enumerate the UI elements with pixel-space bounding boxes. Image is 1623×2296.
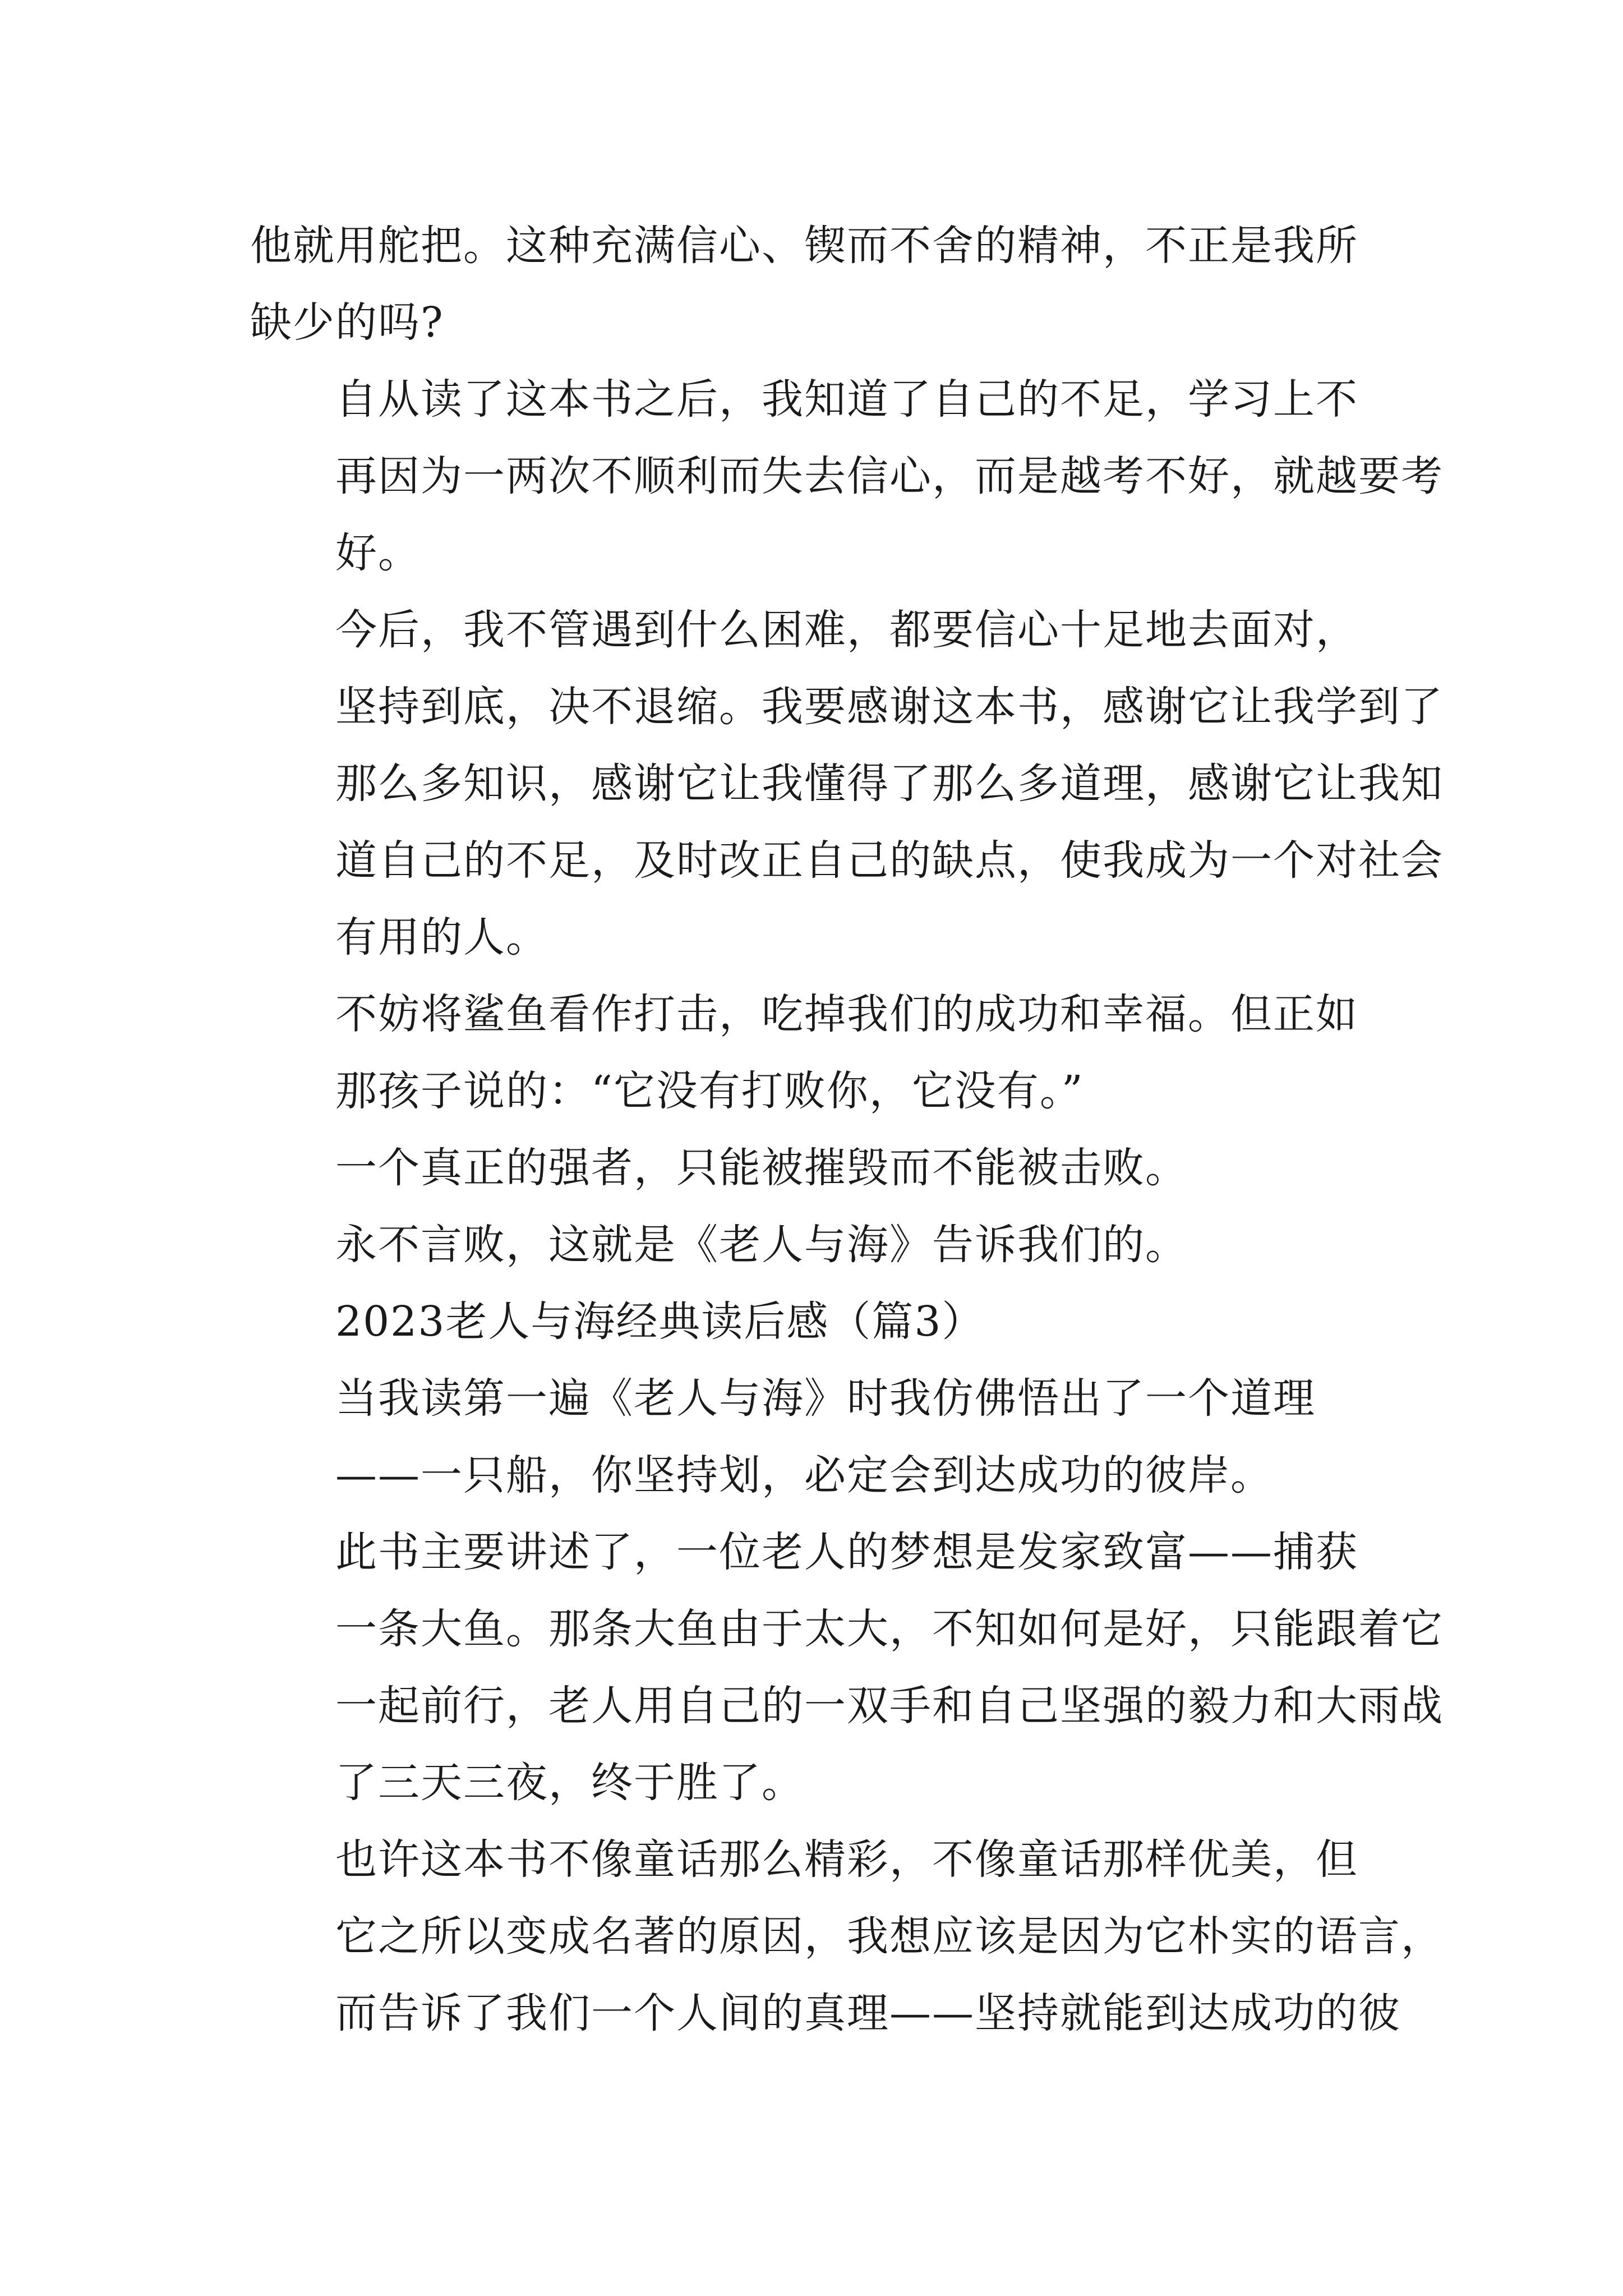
paragraph bbox=[250, 1130, 1383, 1207]
text-line: 好。 bbox=[335, 529, 421, 577]
paragraph bbox=[250, 361, 1444, 592]
text-line: 一条大鱼。那条大鱼由于太大，不知如何是好，只能跟着它 bbox=[335, 1605, 1444, 1653]
paragraph bbox=[250, 592, 1444, 976]
text-line: 缺少的吗? bbox=[250, 298, 444, 347]
text-line: 他就用舵把。这种充满信心、锲而不舍的精神，不正是我所 bbox=[250, 222, 1358, 270]
paragraph bbox=[250, 1514, 1444, 1821]
paragraph bbox=[250, 1821, 1444, 2052]
text-line: 自从读了这本书之后，我知道了自己的不足，学习上不 bbox=[335, 375, 1358, 424]
text-line: 道自己的不足，及时改正自己的缺点，使我成为一个对社会 bbox=[335, 836, 1444, 885]
text-line: 不妨将鲨鱼看作打击，吃掉我们的成功和幸福。但正如 bbox=[335, 990, 1358, 1038]
text-line: 一起前行，老人用自己的一双手和自己坚强的毅力和大雨战 bbox=[335, 1682, 1444, 1730]
text-line: 坚持到底，决不退缩。我要感谢这本书，感谢它让我学到了 bbox=[335, 683, 1444, 731]
text-line: ——一只船，你坚持划，必定会到达成功的彼岸。 bbox=[335, 1451, 1273, 1499]
paragraph bbox=[250, 1360, 1383, 1514]
text-line: 了三天三夜，终于胜了。 bbox=[335, 1759, 804, 1807]
text-line: 此书主要讲述了，一位老人的梦想是发家致富——捕获 bbox=[335, 1528, 1358, 1576]
document-body bbox=[250, 208, 1444, 2052]
paragraph bbox=[250, 1207, 1383, 1283]
text-line: 当我读第一遍《老人与海》时我仿佛悟出了一个道理 bbox=[335, 1374, 1316, 1423]
text-line: 那孩子说的：“它没有打败你，它没有。” bbox=[335, 1067, 1084, 1115]
text-line: 那么多知识，感谢它让我懂得了那么多道理，感谢它让我知 bbox=[335, 760, 1444, 808]
section-heading-text: 2023老人与海经典读后感（篇3） bbox=[335, 1297, 985, 1346]
paragraph bbox=[250, 208, 1383, 361]
text-line: 再因为一两次不顺利而失去信心，而是越考不好，就越要考 bbox=[335, 452, 1444, 500]
section-heading bbox=[250, 1283, 1383, 1360]
paragraph bbox=[250, 976, 1383, 1130]
text-line: 它之所以变成名著的原因，我想应该是因为它朴实的语言， bbox=[335, 1912, 1444, 1961]
text-line: 永不言败，这就是《老人与海》告诉我们的。 bbox=[335, 1221, 1188, 1269]
text-line: 也许这本书不像童话那么精彩，不像童话那样优美，但 bbox=[335, 1835, 1358, 1884]
text-line: 今后，我不管遇到什么困难，都要信心十足地去面对， bbox=[335, 606, 1358, 654]
text-line: 有用的人。 bbox=[335, 913, 548, 961]
text-line: 而告诉了我们一个人间的真理——坚持就能到达成功的彼 bbox=[335, 1989, 1401, 2037]
text-line: 一个真正的强者，只能被摧毁而不能被击败。 bbox=[335, 1144, 1188, 1192]
